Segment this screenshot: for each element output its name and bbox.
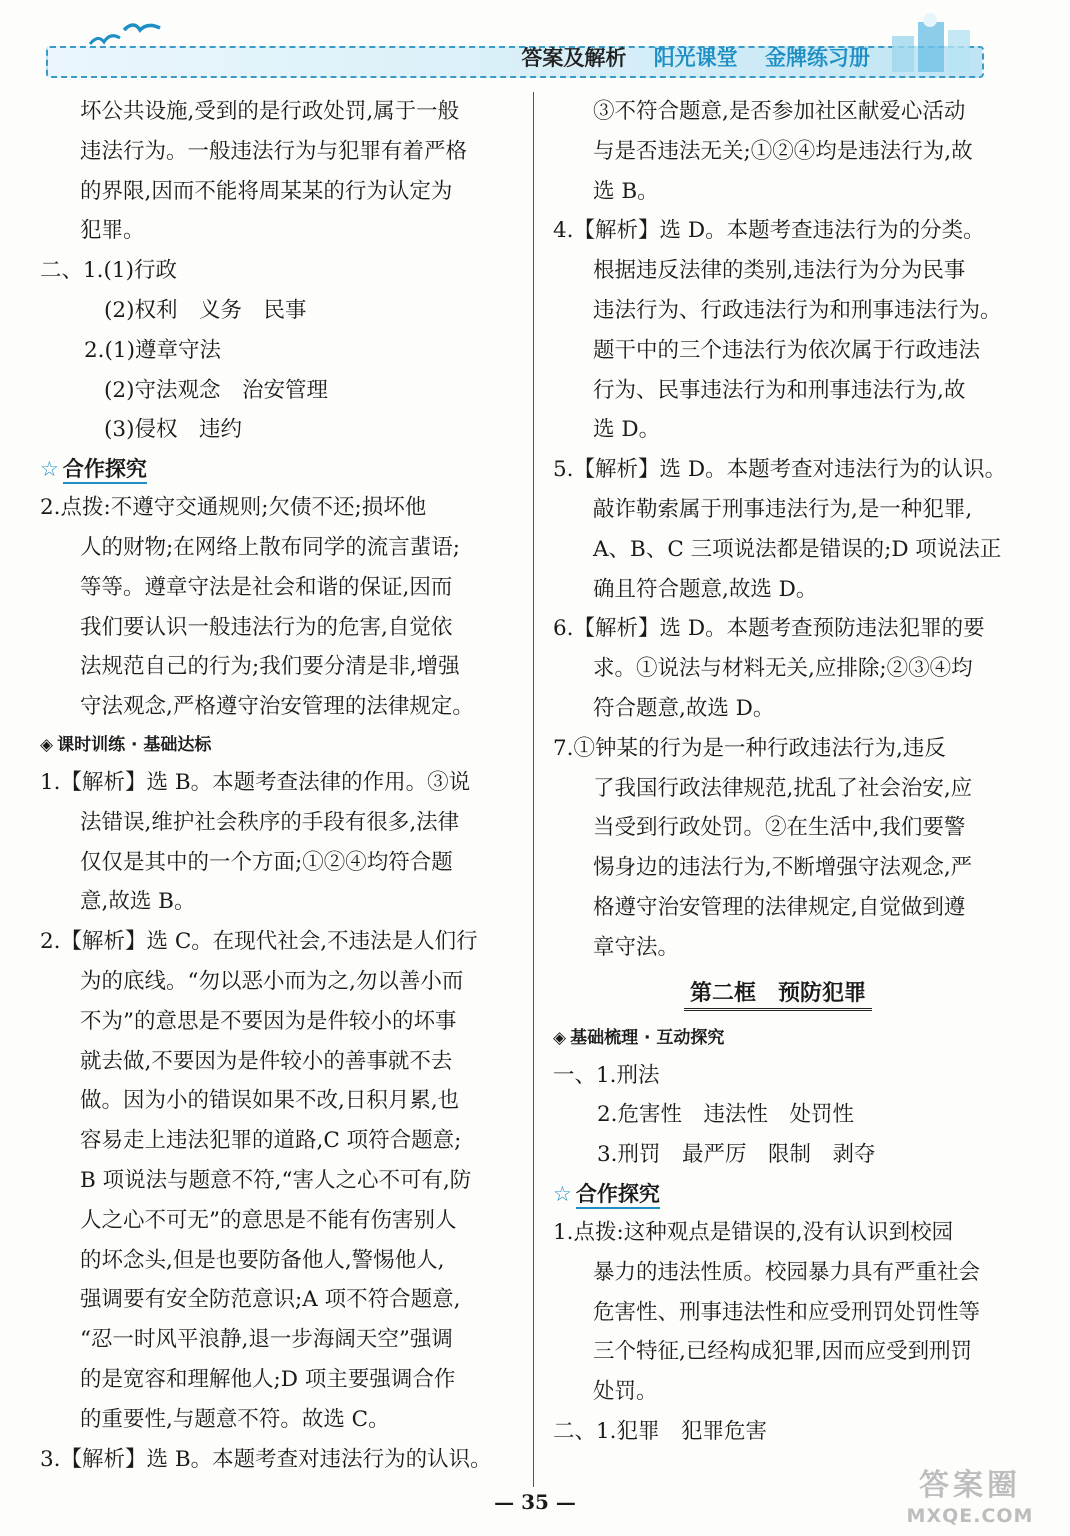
answer-text-line: 法错误,维护社会秩序的手段有很多,法律 [80,809,460,835]
section-heading-cooperative-inquiry [40,450,520,488]
lesson-frame-title [553,968,1003,1020]
section-heading-cooperative-inquiry [553,1175,1003,1213]
answer-text-line: 为的底线。“勿以恶小而为之,勿以善小而 [80,968,464,994]
answer-text-line: 暴力的违法性质。校园暴力具有严重社会 [593,1259,981,1285]
left-column [40,92,520,1479]
answer-text-line: 与是否违法无关;①②④均是违法行为,故 [593,138,973,164]
answer-text-line: 二、1.(1)行政 [40,258,177,284]
subsection-heading-text: 课时训练 · 基础达标 [57,734,212,755]
answer-text-line: 求。①说法与材料无关,应排除;②③④均 [593,656,973,682]
book-name: 金牌练习册 [765,46,870,70]
lesson-frame-title-text: 第二框 预防犯罪 [684,981,872,1011]
answer-text-line: B 项说法与题意不符,“害人之心不可有,防 [80,1167,472,1193]
answer-text-line: 2.点拨:不遵守交通规则;欠债不还;损坏他 [40,495,427,521]
answer-text-line: 格遵守治安管理的法律规定,自觉做到遵 [593,894,966,920]
answer-text-line: 处罚。 [593,1379,658,1405]
star-icon: ☆ [40,457,59,482]
page-header [0,0,1070,92]
answer-text-line: 我们要认识一般违法行为的危害,自觉依 [80,614,453,640]
answer-text-line: 6.【解析】选 D。本题考查预防违法犯罪的要 [553,616,985,642]
answer-text-line: 强调要有安全防范意识;A 项不符合题意, [80,1287,461,1313]
answer-text-line: 人的财物;在网络上散布同学的流言蜚语; [80,534,460,560]
subsection-heading [553,1020,1003,1056]
answer-text-line: ③不符合题意,是否参加社区献爱心活动 [593,99,966,124]
right-column [553,92,1007,1452]
answer-text-line: 题干中的三个违法行为依次属于行政违法 [593,337,981,363]
answer-text-line: 就去做,不要因为是件较小的善事就不去 [80,1048,453,1074]
answer-text-line: 犯罪。 [80,218,145,244]
answer-text-line: 三个特征,已经构成犯罪,因而应受到刑罚 [593,1339,973,1365]
header-ornament-icon [886,8,986,80]
page-number: — 35 — [494,1490,576,1514]
answer-text-line: 一、1.刑法 [553,1062,660,1088]
subsection-heading-text: 基础梳理 · 互动探究 [570,1027,725,1048]
answer-text-line: 危害性、刑事违法性和应受刑罚处罚性等 [593,1299,981,1325]
answer-text-line: 违法行为。一般违法行为与犯罪有着严格 [80,138,468,164]
answer-text-line: 敲诈勒索属于刑事违法行为,是一种犯罪, [593,496,973,522]
answer-text-line: 不为”的意思是不要因为是件较小的坏事 [80,1008,457,1034]
answer-text-line: 7.①钟某的行为是一种行政违法行为,违反 [553,735,946,761]
answer-text-line: 人之心不可无”的意思是不能有伤害别人 [80,1207,457,1233]
answer-label: 答案及解析 [521,46,627,70]
section-heading-text: 合作探究 [576,1182,660,1209]
answer-text-line: 的坏念头,但是也要防备他人,警惕他人, [80,1247,445,1273]
watermark-logo-text: 答案圈 [919,1468,1021,1503]
answer-text-line: 5.【解析】选 D。本题考查对违法行为的认识。 [553,457,1007,483]
series-name: 阳光课堂 [653,46,738,70]
answer-text-line: 章守法。 [593,934,680,960]
answer-text-line: 3.刑罚 最严厉 限制 剥夺 [597,1142,876,1168]
answer-text-line: 选 B。 [593,178,659,204]
answer-text-line: 的界限,因而不能将周某某的行为认定为 [80,178,453,204]
answer-text-line: 确且符合题意,故选 D。 [593,576,818,602]
answer-text-line: 的是宽容和理解他人;D 项主要强调合作 [80,1366,456,1392]
answer-text-line: 当受到行政处罚。②在生活中,我们要警 [593,815,966,841]
answer-text-line: 2.(1)遵章守法 [84,337,221,363]
answer-text-line: 做。因为小的错误如果不改,日积月累,也 [80,1088,460,1114]
star-icon: ☆ [553,1181,572,1206]
answer-text-line: 违法行为、行政违法行为和刑事违法行为。 [593,297,1002,323]
answer-text-line: 了我国行政法律规范,扰乱了社会治安,应 [593,775,973,801]
answer-text-line: 3.【解析】选 B。本题考查对违法行为的认识。 [40,1446,492,1472]
header-titles [521,42,870,72]
answer-text-line: 1.点拨:这种观点是错误的,没有认识到校园 [553,1219,954,1245]
answer-text-line: 行为、民事违法行为和刑事违法行为,故 [593,377,966,403]
answer-text-line: 等等。遵章守法是社会和谐的保证,因而 [80,574,453,600]
answer-text-line: 仅仅是其中的一个方面;①②④均符合题 [80,849,453,875]
diamond-bullet-icon: ◈ [553,1027,567,1048]
subsection-heading [40,727,520,763]
answer-text-line: (3)侵权 违约 [104,417,242,443]
answer-text-line: 意,故选 B。 [80,889,196,915]
answer-text-line: 选 D。 [593,417,661,443]
answer-text-line: 坏公共设施,受到的是行政处罚,属于一般 [80,99,460,124]
section-heading-text: 合作探究 [63,457,147,484]
column-divider [533,92,534,1487]
answer-text-line: 4.【解析】选 D。本题考查违法行为的分类。 [553,218,985,244]
answer-text-line: 2.危害性 违法性 处罚性 [597,1102,855,1128]
answer-text-line: 2.【解析】选 C。在现代社会,不违法是人们行 [40,929,478,955]
watermark-url: MXQE.COM [906,1505,1034,1527]
answer-text-line: 的重要性,与题意不符。故选 C。 [80,1406,390,1432]
answer-text-line: A、B、C 三项说法都是错误的;D 项说法正 [593,536,1002,562]
answer-text-line: “忍一时风平浪静,退一步海阔天空”强调 [80,1327,453,1353]
answer-text-line: 惕身边的违法行为,不断增强守法观念,严 [593,855,973,881]
answer-text-line: 守法观念,严格遵守治安管理的法律规定。 [80,694,474,720]
answer-text-line: 根据违反法律的类别,违法行为分为民事 [593,258,966,284]
answer-text-line: (2)权利 义务 民事 [104,297,307,323]
answer-text-line: 符合题意,故选 D。 [593,695,775,721]
answer-text-line: 二、1.犯罪 犯罪危害 [553,1418,768,1444]
site-watermark [886,1468,1054,1532]
answer-text-line: 法规范自己的行为;我们要分清是非,增强 [80,654,460,680]
diamond-bullet-icon: ◈ [40,734,54,755]
answer-text-line: 容易走上违法犯罪的道路,C 项符合题意; [80,1128,462,1154]
answer-text-line: 1.【解析】选 B。本题考查法律的作用。③说 [40,769,471,795]
answer-text-line: (2)守法观念 治安管理 [104,377,328,403]
